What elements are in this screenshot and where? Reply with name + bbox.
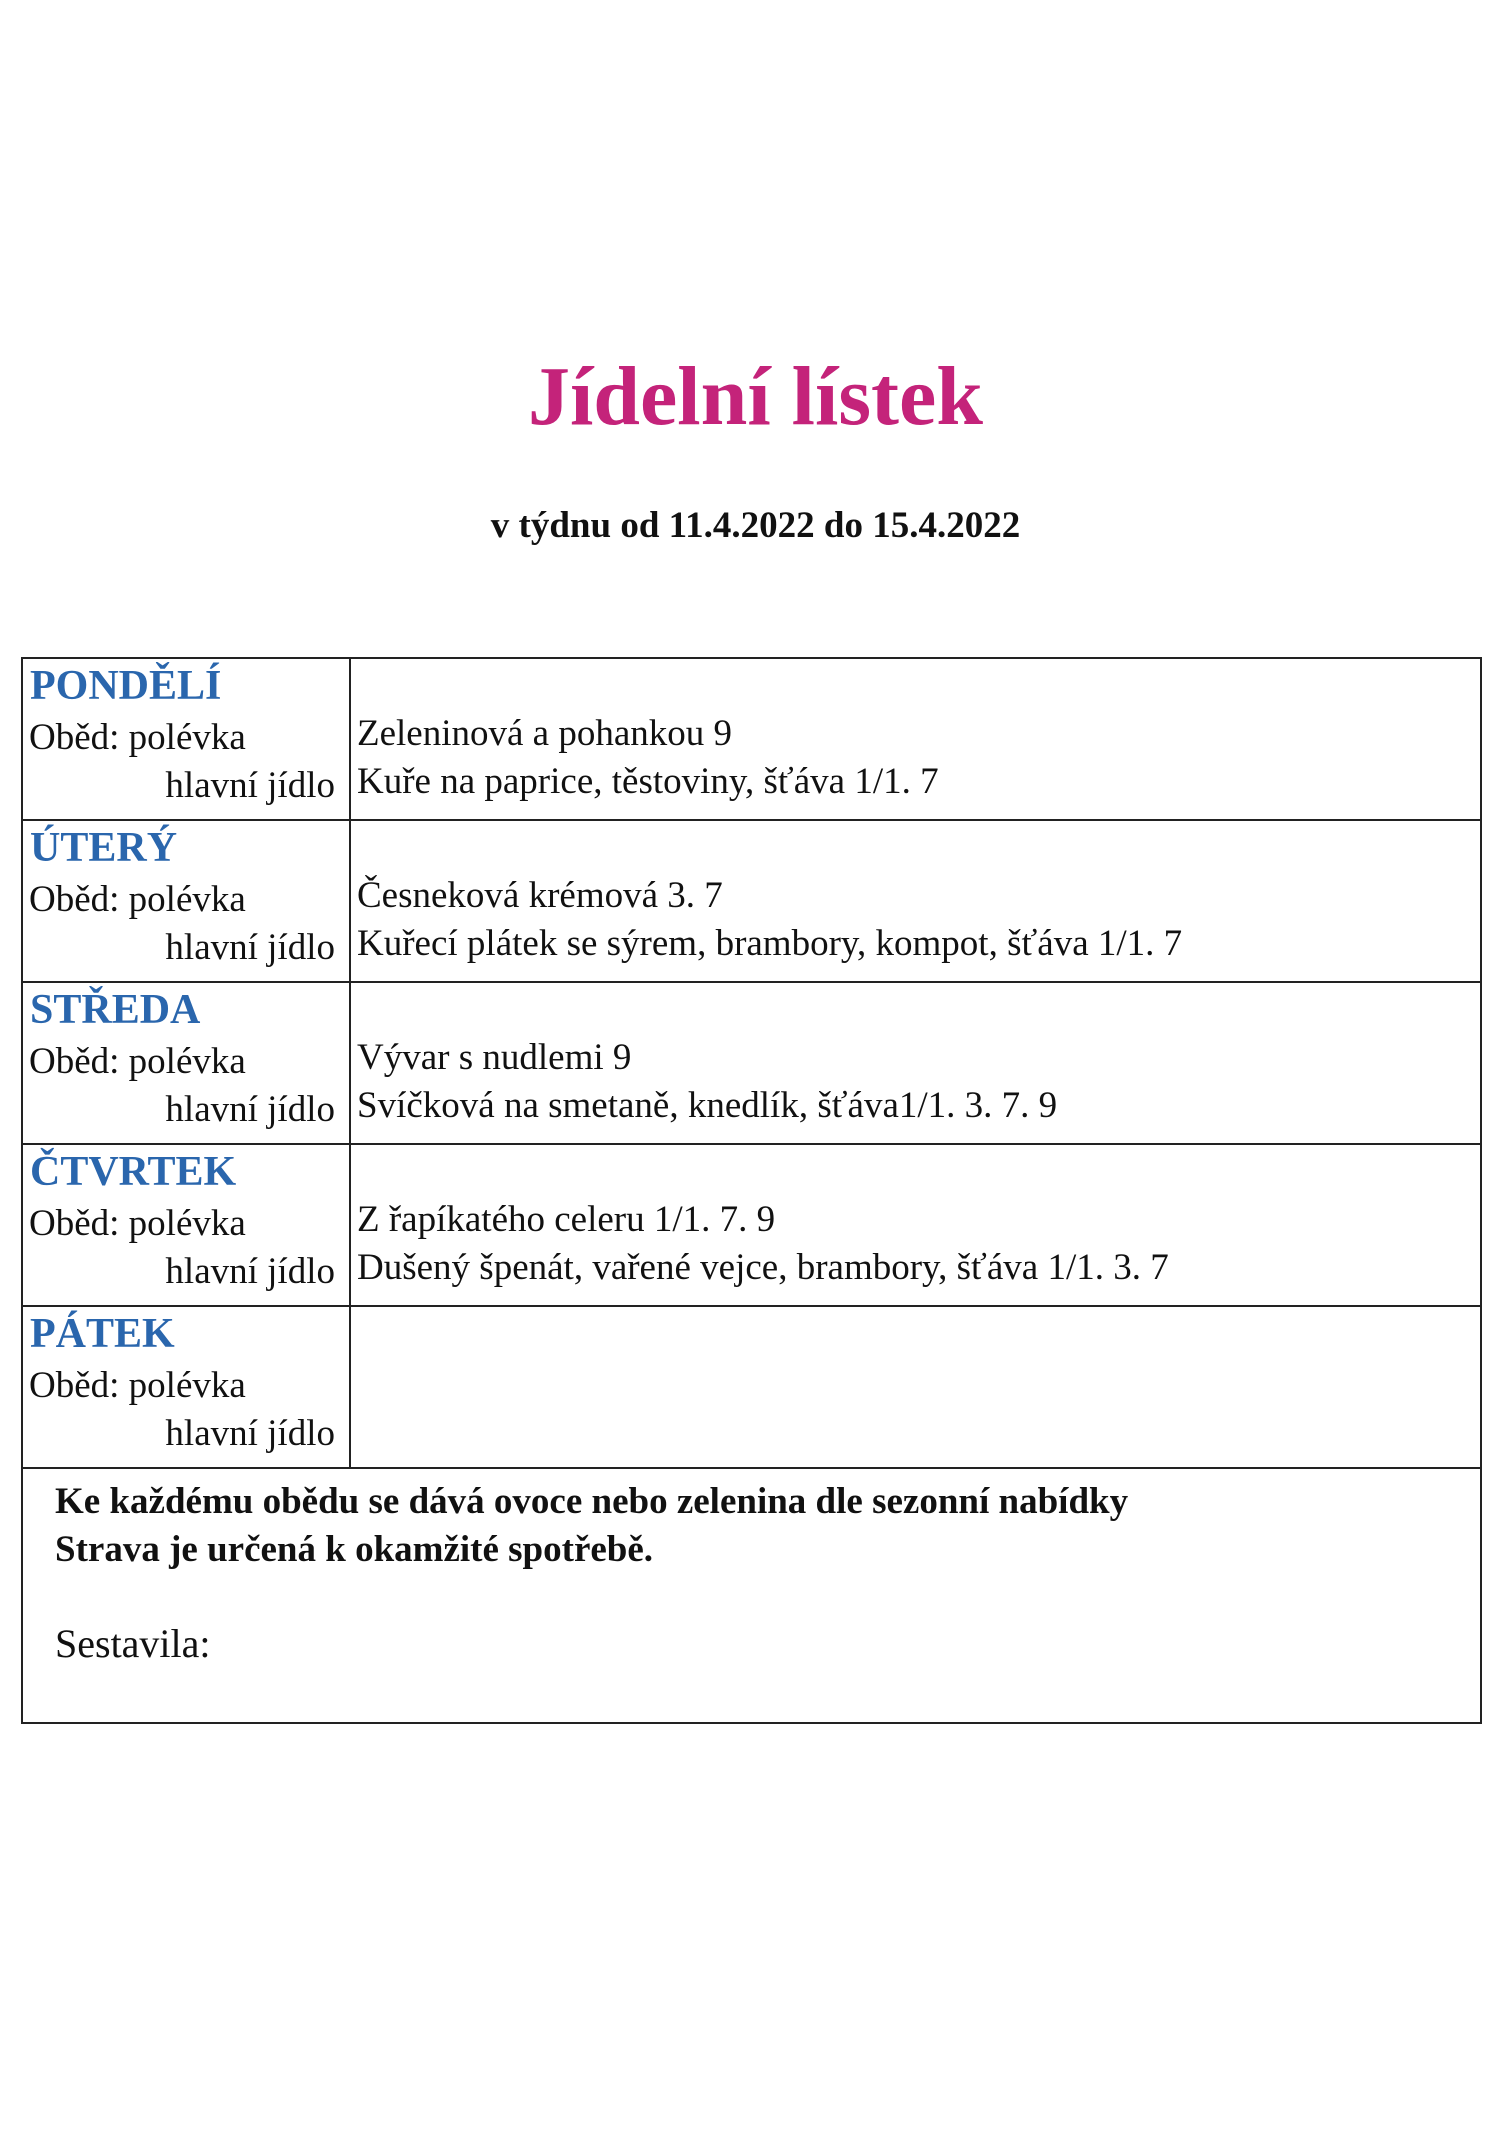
main-dish-text: Kuřecí plátek se sýrem, brambory, kompot, šťáva 1/1. 7 xyxy=(357,923,1183,964)
main-dish-label: hlavní jídlo xyxy=(165,1089,335,1130)
main-dish-label: hlavní jídlo xyxy=(165,765,335,806)
menu-table xyxy=(21,657,1482,1724)
lunch-soup-label: Oběd: polévka xyxy=(29,717,246,758)
day-name: ČTVRTEK xyxy=(30,1149,237,1195)
day-label-cell xyxy=(23,1145,351,1305)
compiled-by-label: Sestavila: xyxy=(55,1621,211,1666)
day-row-tuesday xyxy=(23,821,1480,983)
fruit-note: Ke každému obědu se dává ovoce nebo zelenina dle sezonní nabídky xyxy=(55,1481,1129,1522)
lunch-soup-label: Oběd: polévka xyxy=(29,1041,246,1082)
main-dish-label: hlavní jídlo xyxy=(165,1251,335,1292)
day-label-cell xyxy=(23,659,351,819)
day-label-cell xyxy=(23,983,351,1143)
day-name: PÁTEK xyxy=(30,1311,175,1357)
main-dish-text: Svíčková na smetaně, knedlík, šťáva1/1. 3. 7. 9 xyxy=(357,1085,1058,1126)
day-name: PONDĚLÍ xyxy=(30,663,222,709)
day-row-wednesday xyxy=(23,983,1480,1145)
day-name: ÚTERÝ xyxy=(30,825,178,871)
day-label-cell xyxy=(23,821,351,981)
day-label-cell xyxy=(23,1307,351,1467)
main-dish-text: Dušený špenát, vařené vejce, brambory, šťáva 1/1. 3. 7 xyxy=(357,1247,1169,1288)
main-dish-text: Kuře na paprice, těstoviny, šťáva 1/1. 7 xyxy=(357,761,939,802)
lunch-soup-label: Oběd: polévka xyxy=(29,1365,246,1406)
soup-text: Česneková krémová 3. 7 xyxy=(357,875,723,916)
lunch-soup-label: Oběd: polévka xyxy=(29,1203,246,1244)
day-name: STŘEDA xyxy=(30,987,201,1033)
menu-footer xyxy=(23,1469,1480,1722)
week-range: v týdnu od 11.4.2022 do 15.4.2022 xyxy=(490,505,1021,546)
soup-text: Vývar s nudlemi 9 xyxy=(357,1037,632,1078)
lunch-soup-label: Oběd: polévka xyxy=(29,879,246,920)
main-dish-label: hlavní jídlo xyxy=(165,927,335,968)
day-row-friday xyxy=(23,1307,1480,1469)
day-row-monday xyxy=(23,659,1480,821)
soup-text: Zeleninová a pohankou 9 xyxy=(357,713,733,754)
page-title: Jídelní lístek xyxy=(527,350,984,443)
day-row-thursday xyxy=(23,1145,1480,1307)
soup-text: Z řapíkatého celeru 1/1. 7. 9 xyxy=(357,1199,776,1240)
main-dish-label: hlavní jídlo xyxy=(165,1413,335,1454)
consumption-note: Strava je určená k okamžité spotřebě. xyxy=(55,1529,654,1570)
